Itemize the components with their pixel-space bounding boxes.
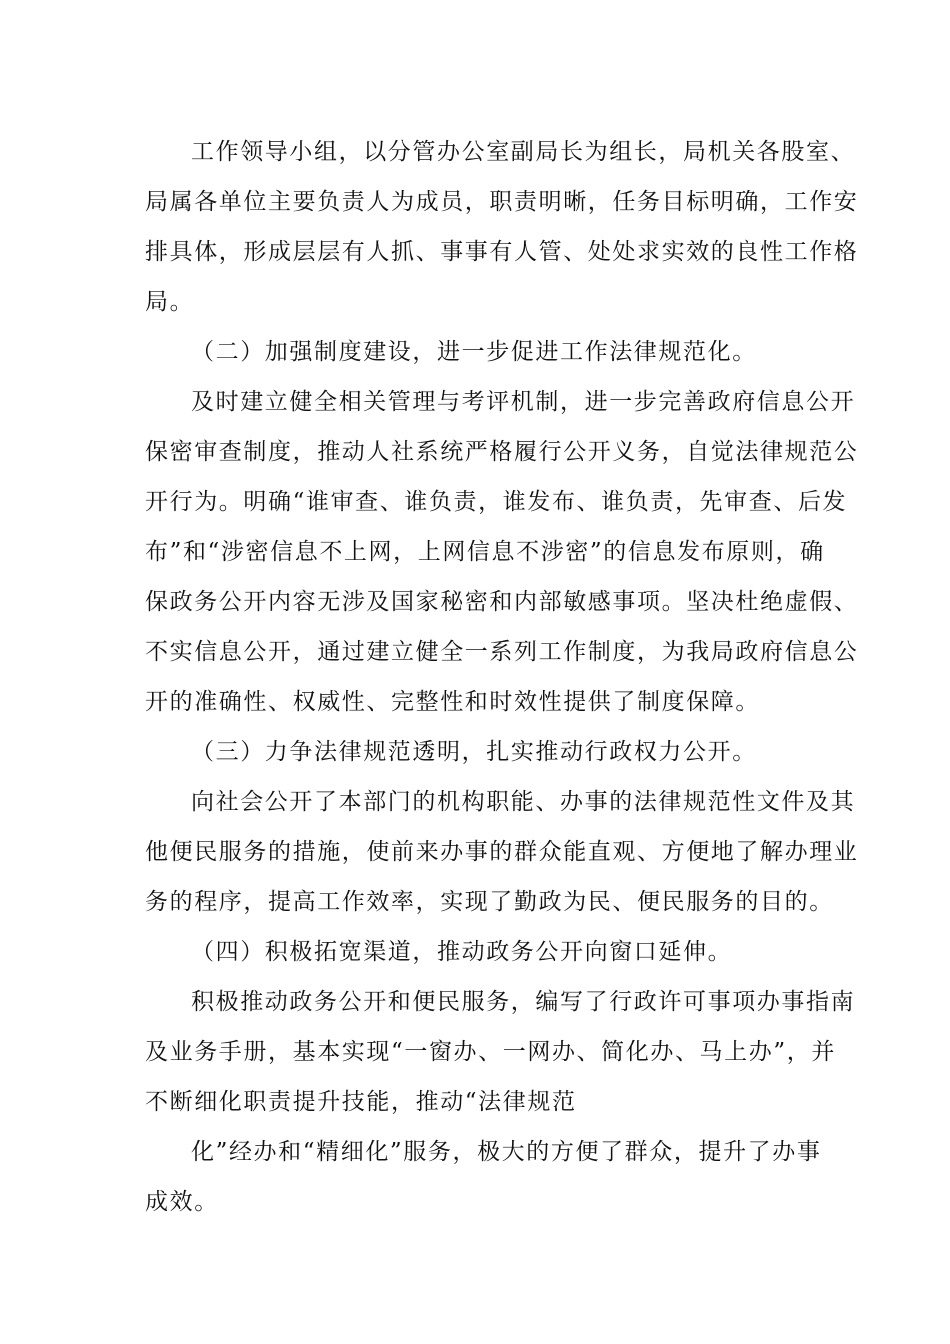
body-text-line: 不断细化职责提升技能，推动“法律规范 — [145, 1089, 577, 1115]
section-heading: （四）积极拓宽渠道，推动政务公开向窗口延伸。 — [191, 939, 733, 965]
body-text-line: 保密审查制度，推动人社系统严格履行公开义务，自觉法律规范公 — [145, 439, 859, 465]
body-text-line: 不实信息公开，通过建立健全一系列工作制度，为我局政府信息公 — [145, 639, 859, 665]
body-text-line: 局属各单位主要负责人为成员，职责明晰，任务目标明确，工作安 — [145, 189, 859, 215]
body-text-line: 务的程序，提高工作效率，实现了勤政为民、便民服务的目的。 — [145, 889, 834, 915]
body-text-line: 及业务手册，基本实现“一窗办、一网办、简化办、马上办”，并 — [145, 1039, 836, 1065]
body-text-line: 布”和“涉密信息不上网，上网信息不涉密”的信息发布原则，确 — [145, 539, 825, 565]
body-text-line: 开行为。明确“谁审查、谁负责，谁发布、谁负责，先审查、后发 — [145, 489, 848, 515]
section-heading: （三）力争法律规范透明，扎实推动行政权力公开。 — [191, 739, 757, 765]
body-text-line: 开的准确性、权威性、完整性和时效性提供了制度保障。 — [145, 689, 760, 715]
body-text-line: 积极推动政务公开和便民服务，编写了行政许可事项办事指南 — [191, 989, 856, 1015]
body-text-line: 及时建立健全相关管理与考评机制，进一步完善政府信息公开 — [191, 389, 856, 415]
body-text-line: 化”经办和“精细化”服务，极大的方便了群众，提升了办事 — [191, 1139, 822, 1165]
body-text-line: 成效。 — [145, 1189, 219, 1215]
body-text-line: 他便民服务的措施，使前来办事的群众能直观、方便地了解办理业 — [145, 839, 859, 865]
body-text-line: 保政务公开内容无涉及国家秘密和内部敏感事项。坚决杜绝虚假、 — [145, 589, 859, 615]
body-text-line: 局。 — [145, 289, 195, 315]
body-text-line: 向社会公开了本部门的机构职能、办事的法律规范性文件及其 — [191, 789, 856, 815]
section-heading: （二）加强制度建设，进一步促进工作法律规范化。 — [191, 339, 757, 365]
body-text-line: 排具体，形成层层有人抓、事事有人管、处处求实效的良性工作格 — [145, 239, 859, 265]
body-text-line: 工作领导小组，以分管办公室副局长为组长，局机关各股室、 — [191, 139, 856, 165]
